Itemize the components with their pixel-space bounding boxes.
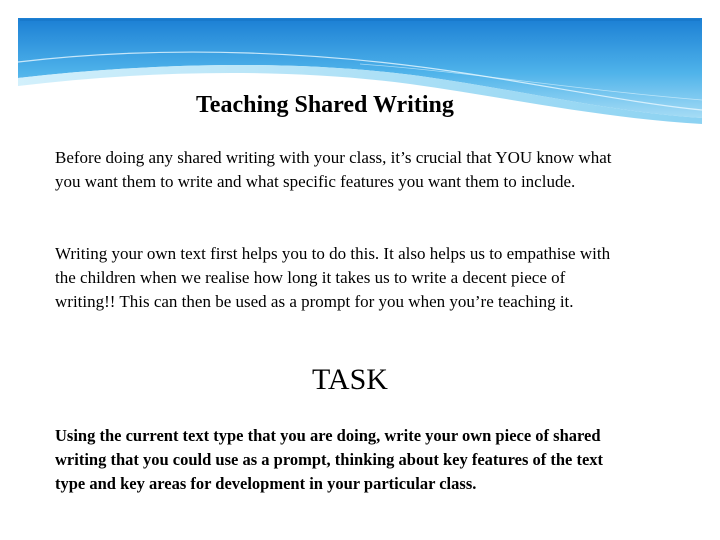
task-heading: TASK — [312, 363, 388, 396]
slide-title: Teaching Shared Writing — [196, 92, 454, 118]
paragraph-intro: Before doing any shared writing with your class, it’s crucial that YOU know what you want them to write and what specific features you want them to include. — [55, 148, 612, 191]
task-instructions: Using the current text type that you are doing, write your own piece of shared writing that you could use as a prompt, thinking about key features of the text type and key areas for development in your particular class. — [55, 426, 604, 493]
paragraph-own-text: Writing your own text first helps you to do this. It also helps us to empathise with the children when we realise how long it takes us to write a decent piece of writing!! This can then be used as a prompt for you when you’re teaching it. — [55, 244, 611, 311]
